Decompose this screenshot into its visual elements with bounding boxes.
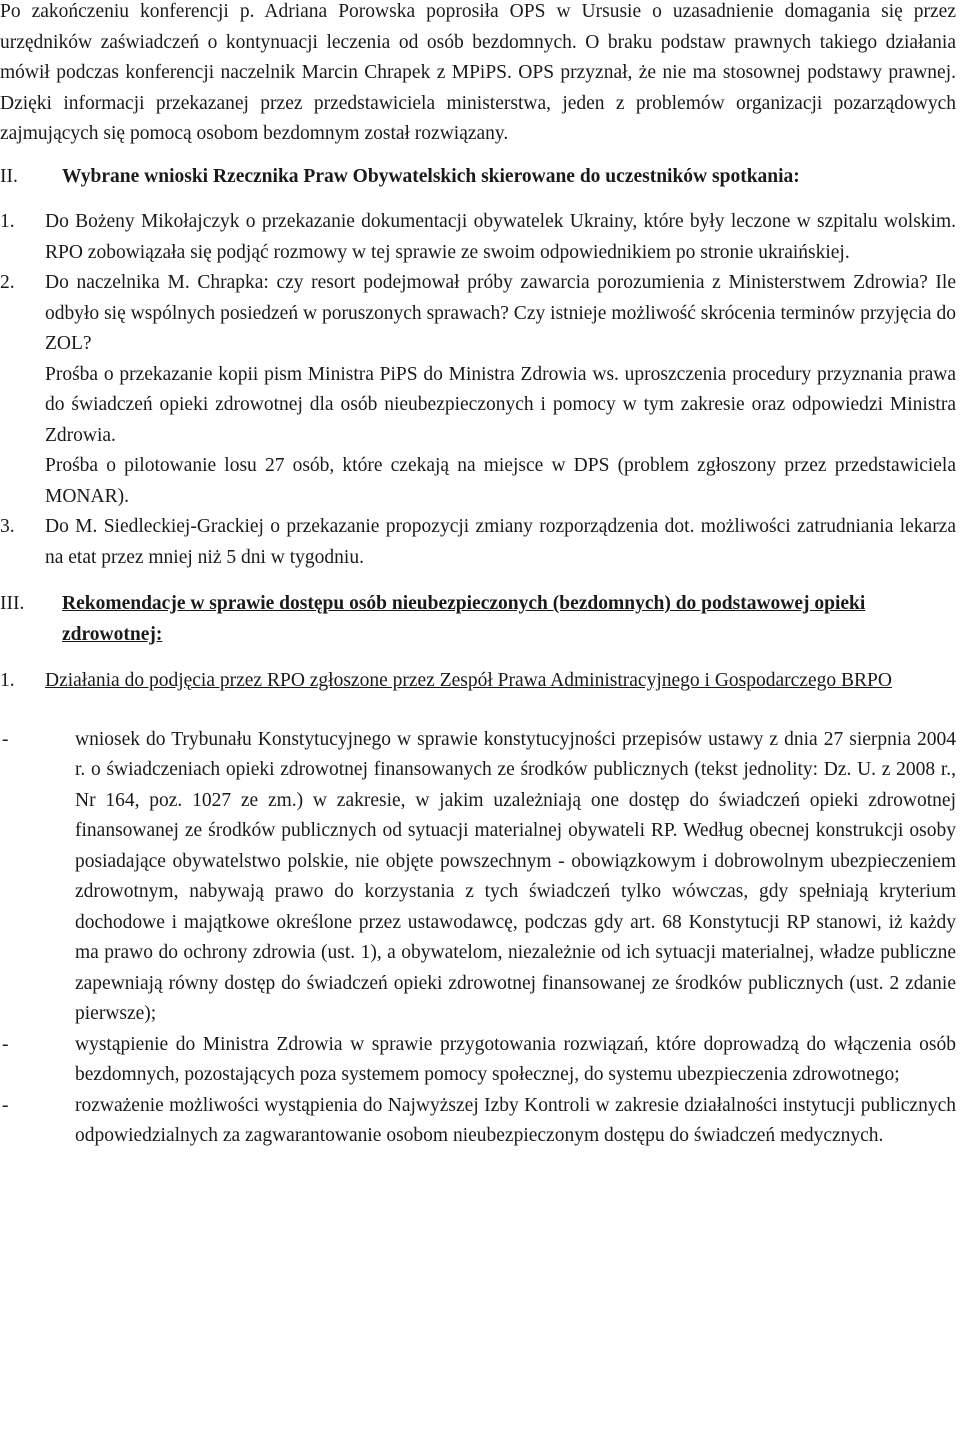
intro-paragraph: Po zakończeniu konferencji p. Adriana Porowska poprosiła OPS w Ursusie o uzasadnienie domagania się przez urzędników zaświadczeń o kontynuacji leczenia od osób bezdomnych. O braku podstaw prawnych takiego działania mówił podczas konferencji naczelnik Marcin Chrapek z MPiPS. OPS przyznał, że nie ma stosownej podstawy prawnej. Dzięki informacji przekazanej przez przedstawiciela ministerstwa, jeden z problemów organizacji pozarządowych zajmujących się pomocą osobom bezdomnym został rozwiązany. (0, 1, 956, 144)
list-item-text: Prośba o przekazanie kopii pism Ministra PiPS do Ministra Zdrowia ws. uproszczenia procedury przyznania prawa do świadczeń opieki zdrowotnej dla osób nieubezpieczonych i pomocy w tym zakresie oraz odpowiedzi Ministra Zdrowia. (45, 363, 956, 446)
list-item (0, 1030, 956, 1091)
bullet-text: wniosek do Trybunału Konstytucyjnego w sprawie konstytucyjności przepisów ustawy z dnia 27 sierpnia 2004 r. o świadczeniach opieki zdrowotnej finansowanych ze środków publicznych (tekst jednolity: Dz. U. z 2008 r., Nr 164, poz. 1027 ze zm.) w zakresie, w jakim uzależniają one dostęp do świadczeń opieki zdrowotnej finansowanej ze środków publicznych od sytuacji materialnej obywateli RP. Według obecnej konstrukcji osoby posiadające obywatelstwo polskie, nie objęte powszechnym - obowiązkowym i dobrowolnym ubezpieczeniem zdrowotnym, nabywają prawo do korzystania z tych świadczeń tylko wówczas, gdy spełniają kryterium dochodowe i majątkowe określone przez ustawodawcę, podczas gdy art. 68 Konstytucji RP stanowi, iż każdy ma prawo do ochrony zdrowia (ust. 1), a obywatelom, niezależnie od ich sytuacji materialnej, władze publiczne zapewniają równy dostęp do świadczeń opieki zdrowotnej finansowanej ze środków publicznych (ust. 2 zdanie pierwsze); (75, 728, 956, 1024)
section-2-heading (0, 162, 956, 193)
list-item-number: 3. (0, 516, 15, 537)
bullet-text: wystąpienie do Ministra Zdrowia w sprawie przygotowania rozwiązań, które doprowadzą do włączenia osób bezdomnych, pozostających poza systemem pomocy społecznej, do systemu ubezpieczenia zdrowotnego; (75, 1033, 956, 1085)
section-2-number: II. (0, 165, 18, 187)
section-3-number: III. (0, 593, 25, 614)
list-item-text: Do M. Siedleckiej-Grackiej o przekazanie propozycji zmiany rozporządzenia dot. możliwości zatrudniania lekarza na etat przez mniej niż 5 dni w tygodniu. (45, 516, 956, 568)
subitem-title: Działania do podjęcia przez RPO zgłoszone przez Zespół Prawa Administracyjnego i Gospodarczego BRPO (45, 670, 892, 691)
recommendation-bullets (0, 725, 956, 1152)
section-3-subheading (0, 666, 956, 697)
list-item (0, 1091, 956, 1152)
list-item-number: 1. (0, 211, 15, 232)
list-item (0, 725, 956, 1030)
dash-bullet: - (2, 728, 9, 750)
list-item (0, 268, 956, 512)
section-2-list (0, 207, 956, 573)
list-item-number: 2. (0, 272, 15, 293)
subitem-number: 1. (0, 670, 15, 691)
bullet-text: rozważenie możliwości wystąpienia do Najwyższej Izby Kontroli w zakresie działalności instytucji publicznych odpowiedzialnych za zagwarantowanie osobom nieubezpieczonym dostępu do świadczeń medycznych. (75, 1094, 956, 1146)
dash-bullet: - (2, 1094, 9, 1116)
section-2-title: Wybrane wnioski Rzecznika Praw Obywatelskich skierowane do uczestników spotkania: (62, 165, 800, 187)
section-3-title: Rekomendacje w sprawie dostępu osób nieubezpieczonych (bezdomnych) do podstawowej opieki zdrowotnej: (62, 593, 866, 645)
list-item-text: Do Bożeny Mikołajczyk o przekazanie dokumentacji obywatelek Ukrainy, które były leczone w szpitalu wolskim. RPO zobowiązała się podjąć rozmowy w tej sprawie ze swoim odpowiednikiem po stronie ukraińskiej. (45, 211, 956, 263)
dash-bullet: - (2, 1033, 9, 1055)
list-item (0, 207, 956, 268)
list-item (0, 512, 956, 573)
section-3-heading (0, 589, 956, 650)
list-item-text: Do naczelnika M. Chrapka: czy resort podejmował próby zawarcia porozumienia z Ministerstwem Zdrowia? Ile odbyło się wspólnych posiedzeń w poruszonych sprawach? Czy istnieje możliwość skrócenia terminów przyjęcia do ZOL? (45, 272, 956, 354)
list-item-text: Prośba o pilotowanie losu 27 osób, które czekają na miejsce w DPS (problem zgłoszony przez przedstawiciela MONAR). (45, 455, 956, 507)
